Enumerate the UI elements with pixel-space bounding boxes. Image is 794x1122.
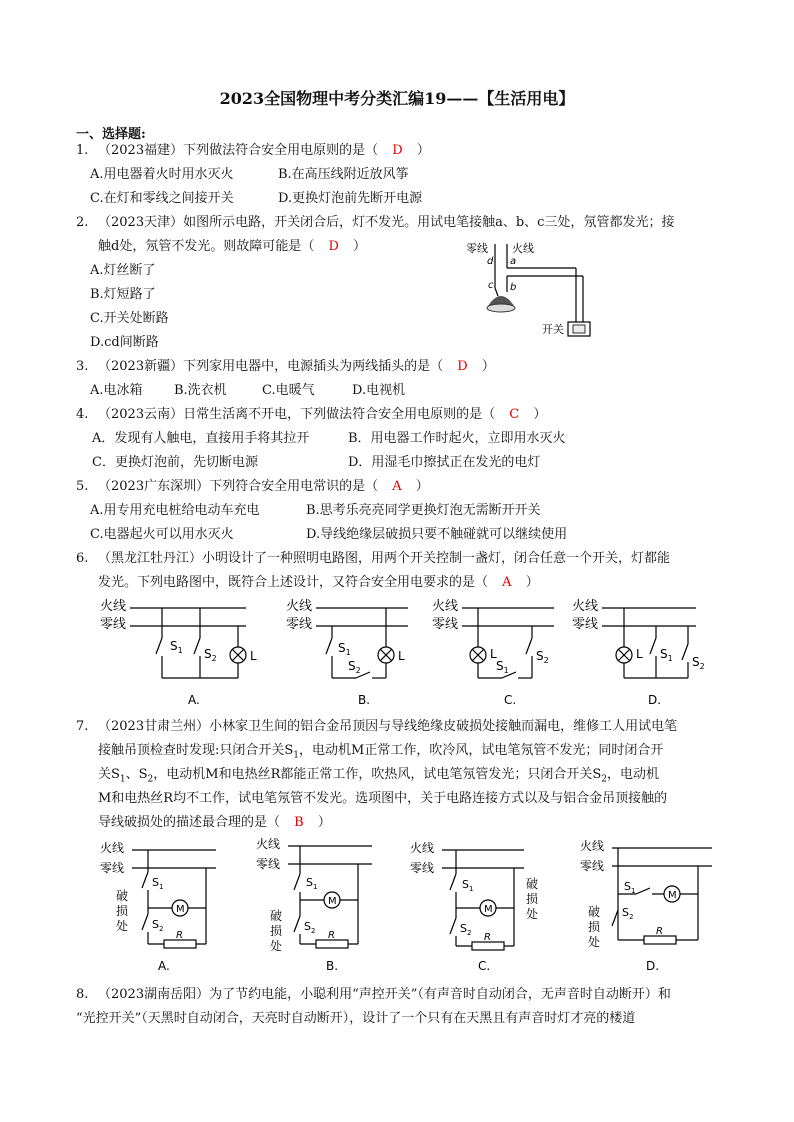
svg-text:火线: 火线 [572,599,599,614]
svg-text:零线: 零线 [410,861,435,875]
q4-stem [98,406,546,423]
svg-text:R: R [328,930,335,941]
svg-text:R: R [484,932,491,943]
svg-text:零线: 零线 [432,617,459,632]
q4-option-b: B．用电器工作时起火，立即用水灭火 [348,431,566,446]
q1-number: 1. [76,143,89,158]
q2-circuit-figure [466,238,616,342]
q5-option-d: D.导线绝缘层破损只要不触碰就可以继续使用 [306,527,568,542]
q2-point-d: d [487,256,494,267]
svg-text:火线: 火线 [256,837,281,851]
q6-stem-line1: （黑龙江牡丹江）小明设计了一种照明电路图，用两个开关控制一盏灯，闭合任意一个开关，灯都能 [98,551,671,566]
svg-text:零线: 零线 [572,617,599,632]
resistor-icon [644,936,676,944]
q1-stem-text: （2023福建）下列做法符合安全用电原则的是（ [98,143,379,158]
q2-live-label: 火线 [512,242,534,255]
q6-stem2-text: 发光。下列电路图中，既符合上述设计，又符合安全用电要求的是（ [98,575,489,590]
q5-stem [98,478,429,495]
svg-text:R: R [656,926,663,937]
q8-number: 8. [76,987,89,1002]
lamp-bulb-icon [487,304,515,312]
q7-label-d: D. [646,959,660,973]
q5-answer: A [392,479,402,494]
lamp-icon [378,647,394,663]
q1-option-a: A.用电器着火时用水灭火 [90,167,234,182]
q6-circuit-figures [100,598,705,710]
svg-text:损: 损 [116,904,129,918]
svg-text:S1: $S_1$ [496,659,509,675]
q2-stem2-text: 触d处，氖管不发光。则故障可能是（ [98,239,315,254]
q5-number: 5. [76,479,89,494]
page-title: 2023全国物理中考分类汇编19——【生活用电】 [219,89,575,108]
lamp-icon [230,647,246,663]
q4-option-d: D．用湿毛巾擦拭正在发光的电灯 [348,455,541,470]
svg-text:处: 处 [116,919,129,933]
svg-text:R: R [176,930,183,941]
svg-text:零线: 零线 [286,617,313,632]
q2-neutral-drop [495,288,498,296]
lamp-icon [616,647,632,663]
q2-neutral-label: 零线 [466,242,488,255]
svg-text:S2: $S_2$ [622,906,634,921]
q2-option-d: D.cd间断路 [90,335,159,350]
q2-point-b: b [510,282,517,293]
q3-option-a: A.电冰箱 [90,383,143,398]
svg-text:S1: $S_1$ [660,647,673,663]
svg-text:损: 损 [526,892,539,906]
q2-point-a: a [510,256,517,267]
q6a-live-label: 火线 [100,599,127,614]
q5-option-b: B.思考乐亮亮同学更换灯泡无需断开开关 [306,503,541,518]
q6-answer: A [502,575,512,590]
svg-text:零线: 零线 [256,857,281,871]
q7-figure-b [256,836,372,973]
svg-text:损: 损 [270,924,283,938]
resistor-icon [164,940,196,948]
q4-close: ） [533,407,547,422]
q7-figure-d [580,838,712,973]
svg-text:L: L [636,647,643,661]
q1-option-d: D.更换灯泡前先断开电源 [278,191,423,206]
q2-point-c: c [488,280,494,291]
q5-option-a: A.用专用充电桩给电动车充电 [90,503,260,518]
q1-close: ） [416,143,430,158]
q6-stem-line2 [98,574,539,591]
q4-option-a: A．发现有人触电，直接用手将其拉开 [92,431,310,446]
svg-text:火线: 火线 [432,599,459,614]
svg-text:火线: 火线 [286,599,313,614]
q4-number: 4. [76,407,89,422]
q3-option-c: C.电暖气 [262,383,315,398]
q6-label-d: D. [648,693,662,707]
q6-figure-a [100,598,257,707]
motor-icon [172,900,188,916]
svg-text:L: L [250,649,257,663]
svg-text:S2: $S_2$ [304,920,316,935]
svg-text:破: 破 [526,877,539,891]
q3-close: ） [481,359,495,374]
q7-label-c: C. [478,959,491,973]
svg-text:S2: $S_2$ [460,922,472,937]
q4-stem-text: （2023云南）日常生活离不开电，下列做法符合安全用电原则的是（ [98,407,496,422]
svg-text:损: 损 [588,920,601,934]
q6-number: 6. [76,551,89,566]
q8-line1: （2023湖南岳阳）为了节约电能，小聪利用“声控开关”（有声音时自动闭合，无声音时自动断开）和 [98,987,671,1002]
q3-option-b: B.洗衣机 [174,383,227,398]
q1-option-b: B.在高压线附近放风筝 [278,167,409,182]
q2-number: 2. [76,215,89,230]
q8-line2: “光控开关”（天黑时自动闭合，天亮时自动断开），设计了一个只有在天黑且有声音时灯才亮的楼道 [76,1011,636,1026]
section-heading: 一、选择题: [76,127,146,142]
q7-label-a: A. [158,959,170,973]
q6-label-a: A. [188,693,200,707]
q5-option-c: C.电器起火可以用水灭火 [90,527,234,542]
q3-option-d: D.电视机 [352,383,406,398]
q5-close: ） [415,479,429,494]
q6-figure-c [432,598,554,707]
q6-close: ） [525,575,539,590]
svg-text:破: 破 [116,889,129,903]
svg-text:S2: $S_2$ [692,655,705,671]
q2-close: ） [353,239,367,254]
svg-text:处: 处 [588,935,601,949]
svg-text:S1: $S_1$ [152,876,164,891]
svg-text:S2: $S_2$ [152,918,164,933]
q1-option-c: C.在灯和零线之间接开关 [90,191,234,206]
svg-text:S2: $S_2$ [204,647,217,663]
svg-text:S1: $S_1$ [306,876,318,891]
q7-line5: 导线破损处的描述最合理的是（ B ） [98,815,331,830]
q2-option-a: A.灯丝断了 [90,263,156,278]
svg-text:火线: 火线 [410,841,435,855]
q2-option-c: C.开关处断路 [90,311,169,326]
q3-number: 3. [76,359,89,374]
q7-label-b: B. [326,959,339,973]
motor-icon [480,900,496,916]
q7-line2: 接触吊顶检查时发现:只闭合开关$S_1$，电动机M正常工作，吹冷风，试电笔氖管不发光；同时闭合开 [98,743,664,761]
motor-icon [664,886,680,902]
svg-text:破: 破 [588,905,601,919]
svg-text:处: 处 [270,939,283,953]
svg-text:火线: 火线 [100,841,125,855]
resistor-icon [472,942,504,950]
q6-figure-d [572,598,705,707]
svg-text:L: L [398,649,405,663]
q5-stem-text: （2023广东深圳）下列符合安全用电常识的是（ [98,479,379,494]
q3-answer: D [457,359,468,374]
q3-stem [98,358,495,375]
q2-option-b: B.灯短路了 [90,287,156,302]
q7-number: 7. [76,719,89,734]
svg-text:破: 破 [270,909,283,923]
svg-text:L: L [490,647,497,661]
q7-answer: B [294,815,304,830]
lamp-icon [470,647,486,663]
svg-text:处: 处 [526,907,539,921]
switch-button-icon [573,325,585,333]
q7-figure-a [100,840,216,973]
svg-text:零线: 零线 [580,859,605,873]
q4-option-c: C．更换灯泡前，先切断电源 [92,455,258,470]
q7-circuit-figures: M 火线 零线 $S_1$ $S_2$ R 破 损 处 A. 火线 零线 $S_1$ $S_2$ R 破 损 处 B. 火线 零线 $S_1$ $S_2$ R 破 损 处 C. 火线 零线 $S_1$ $S_2$ R 破 损 处 D. [96,836,726,978]
q3-stem-text: （2023新疆）下列家用电器中，电源插头为两线插头的是（ [98,359,444,374]
svg-text:S1: $S_1$ [462,878,474,893]
q7-line1: （2023甘肃兰州）小林家卫生间的铝合金吊顶因与导线绝缘皮破损处接触而漏电，维修工人用试电笔 [98,719,678,734]
q7-line3: 关$S_1$、$S_2$，电动机M和电热丝R都能正常工作，吹热风，试电笔氖管发光；只闭合开关$S_2$，电动机 [98,767,660,785]
svg-text:S1: $S_1$ [338,641,351,657]
q6-label-c: C. [504,693,517,707]
motor-icon [324,892,340,908]
q4-answer: C [509,407,520,422]
q6-figure-b [286,598,408,707]
svg-text:S1: $S_1$ [170,639,183,655]
q2-stem-line1: （2023天津）如图所示电路，开关闭合后，灯不发光。用试电笔接触a、b、c三处，氖管都发光；接 [98,215,675,230]
q6-label-b: B. [358,693,371,707]
q1-answer: D [392,143,403,158]
q6a-neutral-label: 零线 [100,617,127,632]
q2-stem-line2 [98,238,366,255]
svg-text:零线: 零线 [100,861,125,875]
svg-text:火线: 火线 [580,839,605,853]
svg-text:S2: $S_2$ [348,659,361,675]
q7-figure-c [410,840,538,973]
svg-text:S2: $S_2$ [536,649,549,665]
q2-switch-label: 开关 [542,323,564,336]
q2-answer: D [328,239,339,254]
resistor-icon [316,940,348,948]
svg-text:S1: $S_1$ [624,880,636,895]
q7-line4: M和电热丝R均不工作，试电笔氖管不发光。选项图中，关于电路连接方式以及与铝合金吊顶接触的 [98,791,668,806]
q1-stem [98,142,430,159]
